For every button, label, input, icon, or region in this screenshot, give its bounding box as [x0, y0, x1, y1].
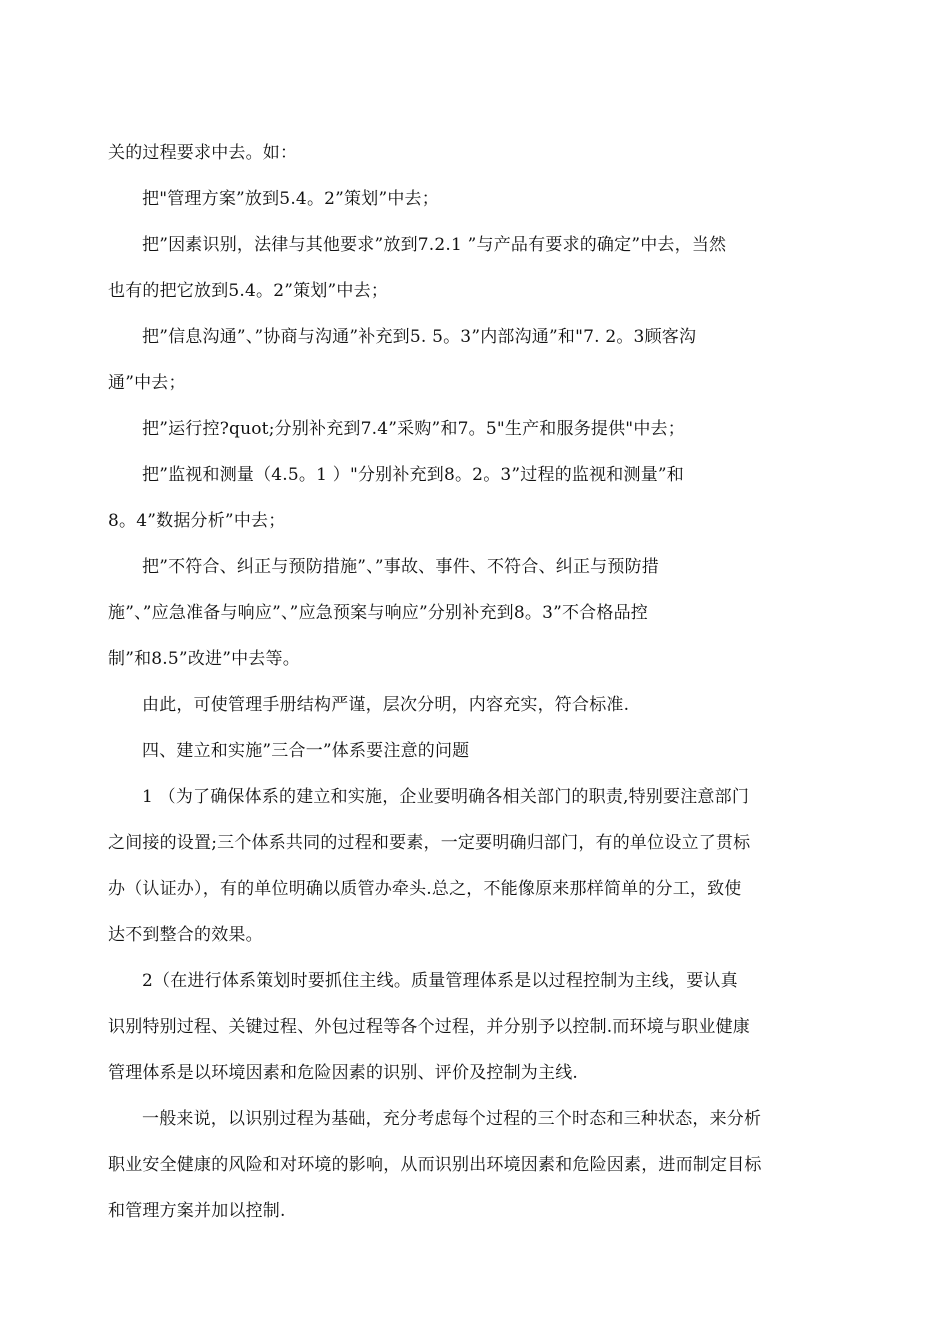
- text-line: 1 （为了确保体系的建立和实施，企业要明确各相关部门的职责,特别要注意部门: [142, 787, 750, 807]
- text-line: 管理体系是以环境因素和危险因素的识别、评价及控制为主线.: [108, 1063, 579, 1083]
- text-line: 8。4”数据分析”中去；: [108, 511, 286, 531]
- text-line: 2（在进行体系策划时要抓住主线。质量管理体系是以过程控制为主线，要认真: [142, 971, 738, 991]
- text-line: 通”中去；: [108, 373, 186, 393]
- text-line: 施”、”应急准备与响应”、”应急预案与响应”分别补充到8。3”不合格品控: [108, 603, 648, 623]
- text-line: 把"管理方案”放到5.4。2”策划”中去；: [142, 189, 439, 209]
- text-line: 由此，可使管理手册结构严谨，层次分明，内容充实，符合标准.: [142, 695, 630, 715]
- text-line: 和管理方案并加以控制.: [108, 1201, 286, 1221]
- text-line: 识别特别过程、关键过程、外包过程等各个过程，并分别予以控制.而环境与职业健康: [108, 1017, 751, 1037]
- text-line: 办（认证办），有的单位明确以质管办牵头.总之，不能像原来那样简单的分工，致使: [108, 879, 742, 899]
- text-line: 职业安全健康的风险和对环境的影响，从而识别出环境因素和危险因素，进而制定目标: [108, 1155, 762, 1175]
- text-line: 把”信息沟通”、”协商与沟通”补充到5. 5。3”内部沟通”和"7. 2。3顾客沟: [142, 327, 697, 347]
- section-heading: 四、建立和实施”三合一”体系要注意的问题: [142, 741, 470, 761]
- text-line: 把”运行控?quot;分别补充到7.4”采购”和7。5"生产和服务提供"中去；: [142, 419, 685, 439]
- text-line: 达不到整合的效果。: [108, 925, 263, 945]
- text-line: 把”监视和测量（4.5。1 ）"分别补充到8。2。3”过程的监视和测量”和: [142, 465, 684, 485]
- text-line: 一般来说，以识别过程为基础，充分考虑每个过程的三个时态和三种状态，来分析: [142, 1109, 762, 1129]
- text-line: 把”因素识别，法律与其他要求”放到7.2.1 ”与产品有要求的确定”中去，当然: [142, 235, 727, 255]
- text-line: 也有的把它放到5.4。2”策划”中去；: [108, 281, 389, 301]
- text-line: 关的过程要求中去。如：: [108, 143, 298, 163]
- text-line: 之间接的设置;三个体系共同的过程和要素，一定要明确归部门，有的单位设立了贯标: [108, 833, 751, 853]
- text-line: 把”不符合、纠正与预防措施”、”事故、事件、不符合、纠正与预防措: [142, 557, 659, 577]
- text-line: 制”和8.5”改进”中去等。: [108, 649, 300, 669]
